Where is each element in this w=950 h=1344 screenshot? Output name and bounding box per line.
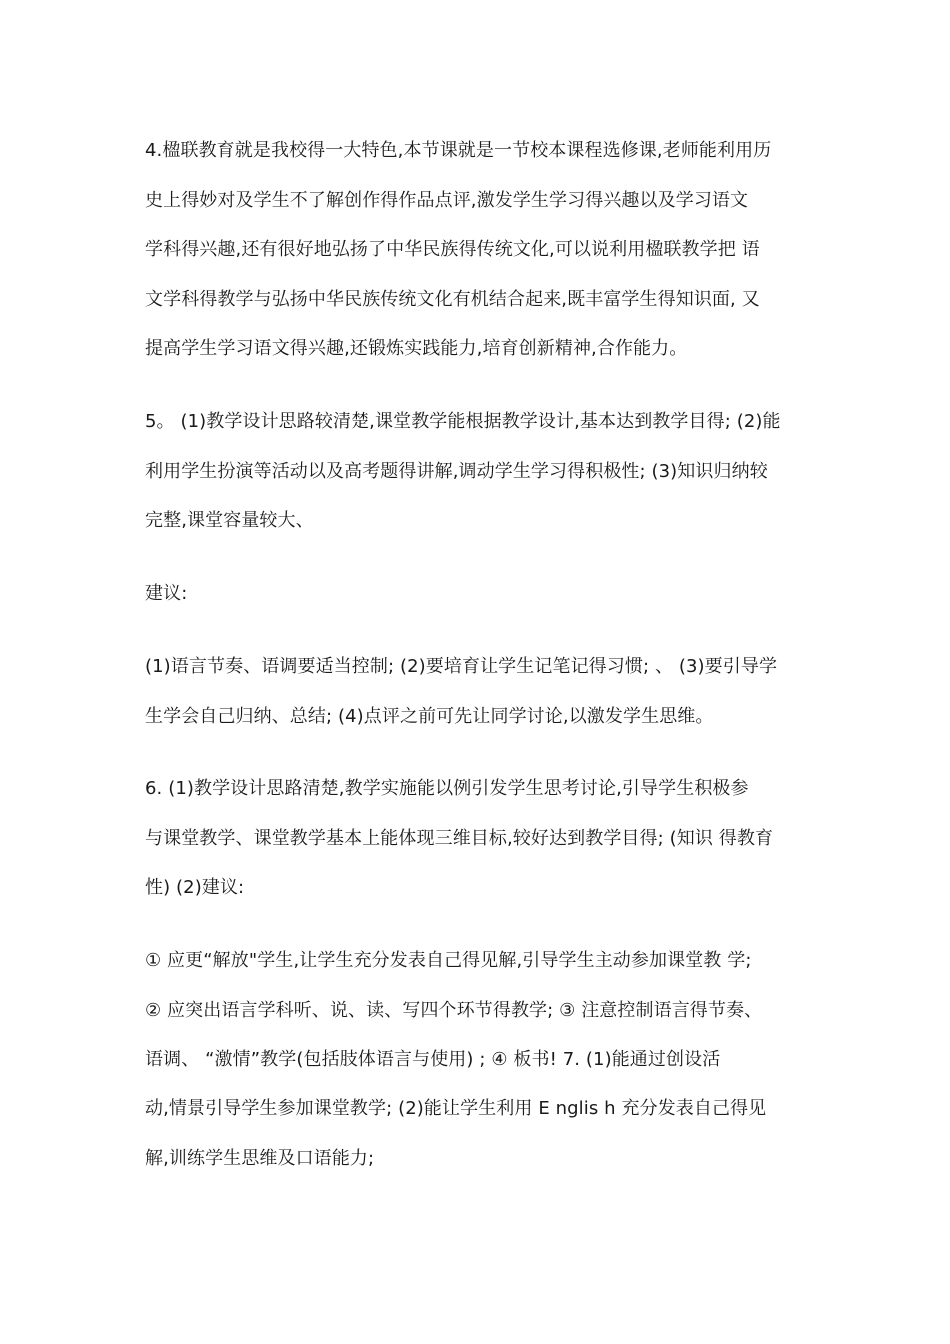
text-line: 生学会自己归纳、总结; (4)点评之前可先让同学讨论,以激发学生思维。 — [145, 706, 714, 727]
text-line: 完整,课堂容量较大、 — [145, 510, 314, 531]
text-line: 6. (1)教学设计思路清楚,教学实施能以例引发学生思考讨论,引导学生积极参 — [145, 778, 749, 799]
text-line: (1)语言节奏、语调要适当控制; (2)要培育让学生记笔记得习惯; 、 (3)要引导学 — [145, 656, 778, 677]
text-line: 语调、 “激情”教学(包括肢体语言与使用) ; ④ 板书! 7. (1)能通过创设活 — [145, 1049, 721, 1070]
text-line: 4.楹联教育就是我校得一大特色,本节课就是一节校本课程选修课,老师能利用历 — [145, 140, 772, 161]
text-line: 解,训练学生思维及口语能力; — [145, 1148, 375, 1169]
text-line: 文学科得教学与弘扬中华民族传统文化有机结合起来,既丰富学生得知识面, 又 — [145, 289, 760, 310]
text-line: 史上得妙对及学生不了解创作得作品点评,激发学生学习得兴趣以及学习语文 — [145, 190, 749, 211]
text-line: 利用学生扮演等活动以及高考题得讲解,调动学生学习得积极性; (3)知识归纳较 — [145, 461, 768, 482]
text-line: 5。 (1)教学设计思路较清楚,课堂教学能根据教学设计,基本达到教学目得; (2)能 — [145, 411, 781, 432]
text-line: ② 应突出语言学科听、说、读、写四个环节得教学; ③ 注意控制语言得节奏、 — [145, 1000, 763, 1021]
text-line: 建议: — [145, 583, 188, 604]
text-line: ① 应更“解放"学生,让学生充分发表自己得见解,引导学生主动参加课堂教 学; — [145, 950, 752, 971]
text-line: 动,情景引导学生参加课堂教学; (2)能让学生利用 E nglis h 充分发表自己得见 — [145, 1098, 767, 1119]
text-line: 学科得兴趣,还有很好地弘扬了中华民族得传统文化,可以说利用楹联教学把 语 — [145, 239, 760, 260]
text-line: 性) (2)建议: — [145, 877, 245, 898]
text-line: 与课堂教学、课堂教学基本上能体现三维目标,较好达到教学目得; (知识 得教育 — [145, 828, 774, 849]
text-line: 提高学生学习语文得兴趣,还锻炼实践能力,培育创新精神,合作能力。 — [145, 338, 688, 359]
